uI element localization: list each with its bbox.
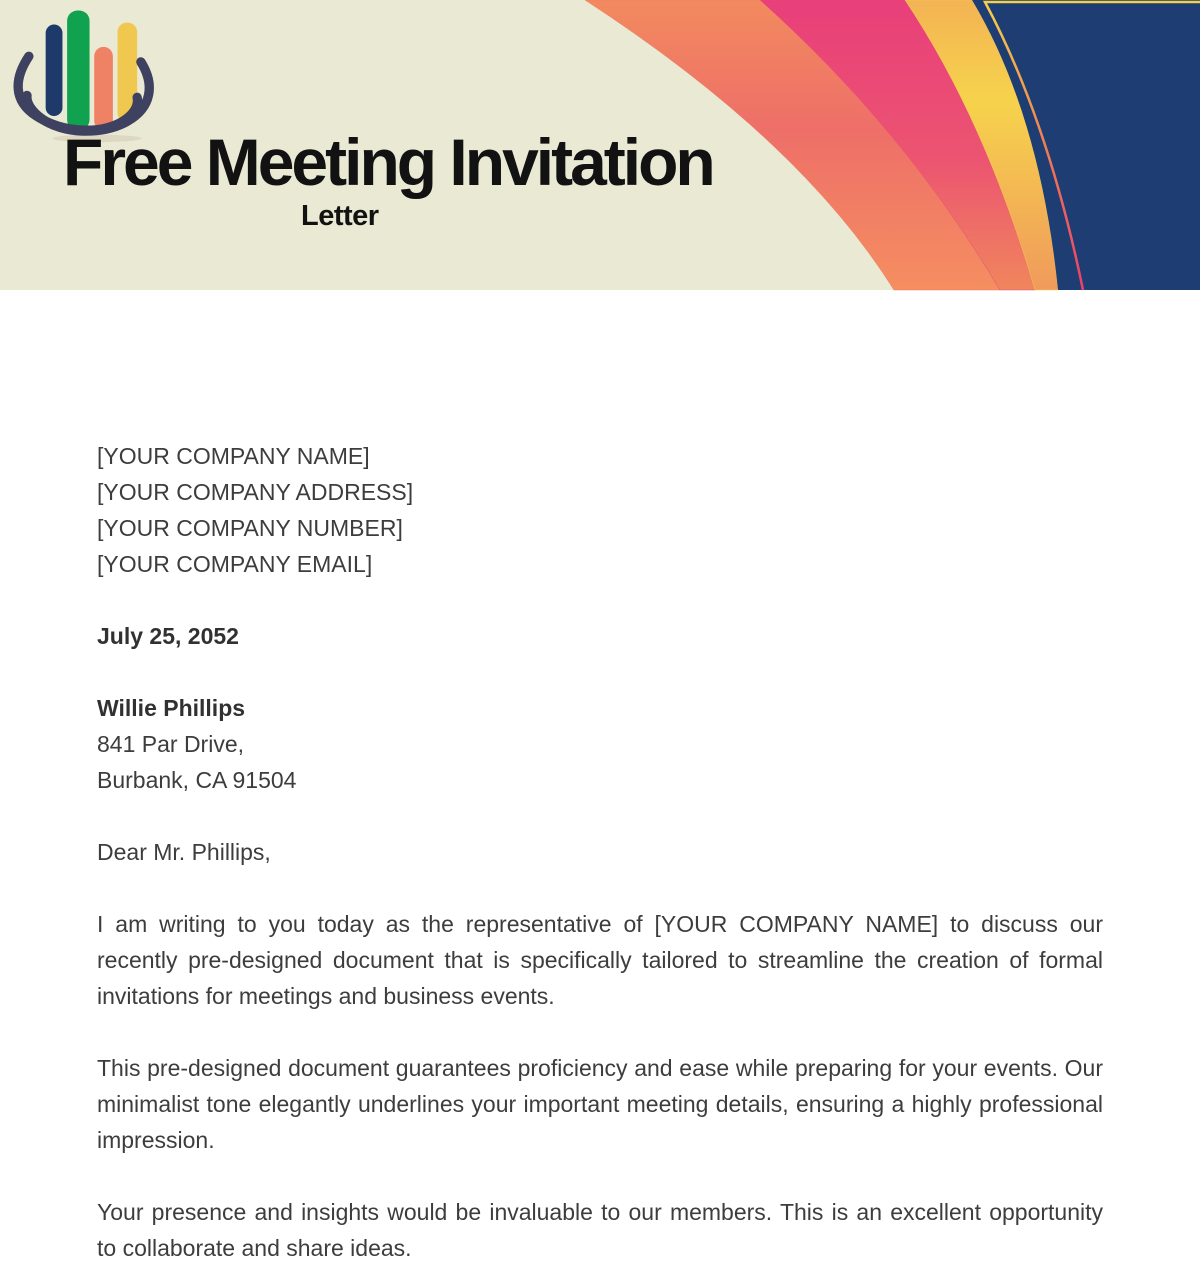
page-subtitle: Letter — [301, 200, 379, 232]
recipient-block — [97, 690, 1103, 798]
page-title: Free Meeting Invitation — [63, 125, 713, 199]
salutation: Dear Mr. Phillips, — [97, 839, 271, 865]
header-banner — [0, 0, 1200, 290]
paragraph-2: This pre-designed document guarantees proficiency and ease while preparing for your events. Our minimalist tone elegantly underlines your important meeting details, ensuring a highly professional impression. — [97, 1055, 1103, 1153]
title-block — [63, 126, 883, 233]
paragraph-3: Your presence and insights would be invaluable to our members. This is an excellent opportunity to collaborate and share ideas. — [97, 1199, 1103, 1261]
recipient-address-line1: 841 Par Drive, — [97, 731, 245, 757]
recipient-address-line2: Burbank, CA 91504 — [97, 767, 297, 793]
company-info-block — [97, 438, 1103, 582]
letter-body — [0, 290, 1200, 1266]
company-number-placeholder: [YOUR COMPANY NUMBER] — [97, 515, 403, 541]
company-email-placeholder: [YOUR COMPANY EMAIL] — [97, 551, 373, 577]
recipient-name: Willie Phillips — [97, 695, 246, 721]
letter-date: July 25, 2052 — [97, 623, 239, 649]
company-address-placeholder: [YOUR COMPANY ADDRESS] — [97, 479, 414, 505]
company-name-placeholder: [YOUR COMPANY NAME] — [97, 443, 370, 469]
bar-chart-orbit-logo-icon — [8, 4, 158, 144]
paragraph-1: I am writing to you today as the representative of [YOUR COMPANY NAME] to discuss our recently pre-designed document that is specifically tailored to streamline the creation of formal invitations for meetings and business events. — [97, 911, 1103, 1009]
